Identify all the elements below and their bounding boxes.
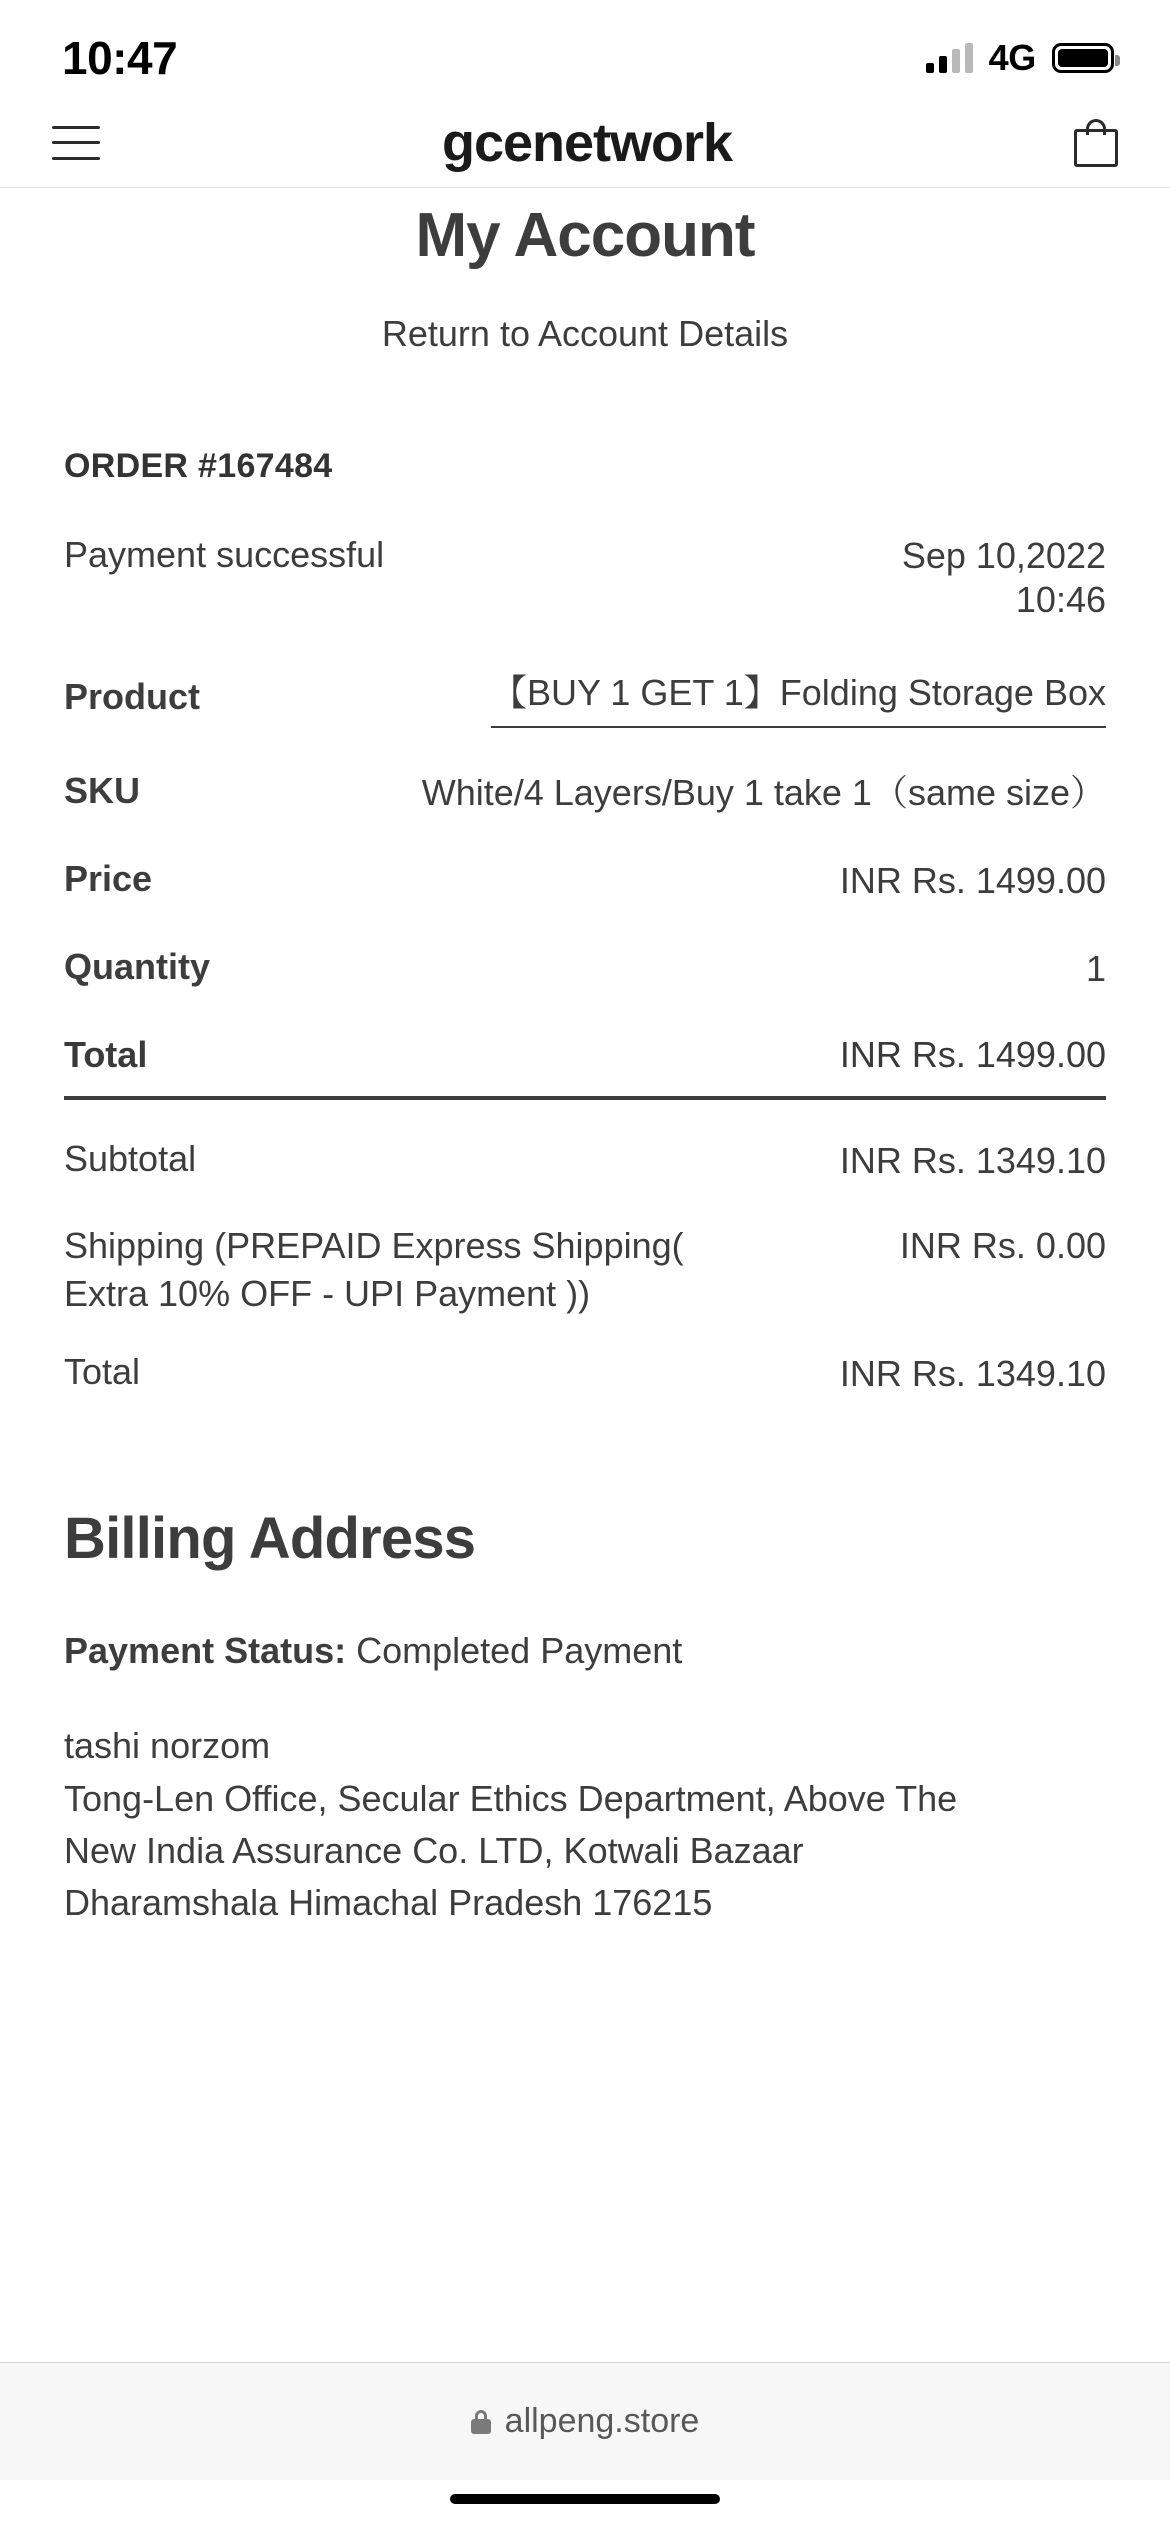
- price-value: INR Rs. 1499.00: [839, 859, 1106, 901]
- order-datetime: [902, 534, 1106, 622]
- home-indicator[interactable]: [0, 2480, 1170, 2532]
- payment-status-label: Payment Status:: [64, 1630, 347, 1672]
- browser-url-bar[interactable]: [0, 2362, 1170, 2480]
- payment-status-row: [64, 534, 1106, 622]
- page-content: [0, 188, 1170, 2362]
- quantity-label: Quantity: [64, 946, 211, 988]
- status-time: 10:47: [62, 32, 178, 84]
- shipping-label: Shipping (PREPAID Express Shipping( Extra 10% OFF - UPI Payment )): [64, 1225, 684, 1314]
- subtotal-value: INR Rs. 1349.10: [839, 1140, 1106, 1182]
- grand-total-value: INR Rs. 1349.10: [839, 1353, 1106, 1395]
- address-line-3: Dharamshala Himachal Pradesh 176215: [64, 1881, 713, 1923]
- order-number: ORDER #167484: [64, 447, 333, 485]
- subtotal-row: [64, 1138, 1106, 1184]
- payment-status: [64, 1630, 1106, 1672]
- product-label: Product: [64, 675, 201, 717]
- sku-row: [64, 770, 1106, 816]
- shipping-row: [64, 1222, 1106, 1317]
- quantity-value: 1: [1085, 948, 1106, 990]
- status-indicators: [926, 37, 1114, 79]
- address-line-1: Tong-Len Office, Secular Ethics Department, Above The: [64, 1777, 958, 1819]
- payment-status-value: Completed Payment: [356, 1630, 683, 1672]
- grand-total-label: Total: [64, 1351, 141, 1393]
- site-header: [0, 98, 1170, 188]
- price-label: Price: [64, 857, 153, 899]
- billing-address-title: Billing Address: [64, 1506, 476, 1572]
- shipping-value: INR Rs. 0.00: [899, 1225, 1106, 1267]
- status-bar: [0, 0, 1170, 98]
- payment-state-label: Payment successful: [64, 534, 385, 575]
- order-date: Sep 10,2022: [901, 535, 1106, 576]
- billing-address-block: [64, 1720, 1106, 1929]
- url-text[interactable]: allpeng.store: [504, 2402, 700, 2440]
- line-total-label: Total: [64, 1034, 148, 1076]
- line-total-row: [64, 1034, 1106, 1100]
- page-title: My Account: [415, 201, 755, 270]
- customer-name: tashi norzom: [64, 1725, 271, 1767]
- quantity-row: [64, 946, 1106, 992]
- lock-icon: [471, 2410, 491, 2434]
- sku-label: SKU: [64, 769, 141, 811]
- line-total-value: INR Rs. 1499.00: [839, 1034, 1106, 1076]
- sku-value: White/4 Layers/Buy 1 take 1（same size）: [421, 771, 1106, 813]
- product-row: [64, 670, 1106, 728]
- shopping-bag-icon[interactable]: [1074, 119, 1118, 167]
- battery-icon: [1052, 43, 1114, 73]
- cellular-signal-icon: [926, 43, 973, 73]
- store-brand-title[interactable]: gcenetwork: [441, 112, 733, 173]
- address-line-2: New India Assurance Co. LTD, Kotwali Bazaar: [64, 1829, 804, 1871]
- order-time: 10:46: [1015, 578, 1106, 620]
- hamburger-menu-icon[interactable]: [52, 126, 100, 160]
- grand-total-row: [64, 1351, 1106, 1397]
- return-to-account-details-link[interactable]: Return to Account Details: [381, 313, 789, 354]
- network-type-label: 4G: [988, 37, 1036, 78]
- product-name-link[interactable]: 【BUY 1 GET 1】Folding Storage Box: [491, 670, 1106, 728]
- subtotal-label: Subtotal: [64, 1138, 197, 1180]
- price-row: [64, 858, 1106, 904]
